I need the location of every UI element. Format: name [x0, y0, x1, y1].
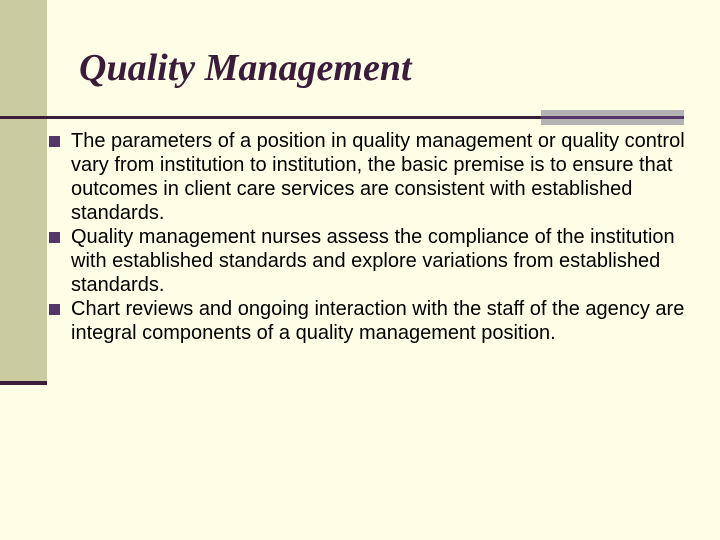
square-bullet-icon — [49, 232, 60, 243]
square-bullet-icon — [49, 304, 60, 315]
square-bullet-icon — [49, 136, 60, 147]
bullet-item — [49, 225, 694, 297]
bullet-list — [49, 129, 694, 345]
slide-title: Quality Management — [79, 47, 412, 89]
left-decorative-band — [0, 0, 47, 385]
title-divider-line — [0, 116, 541, 119]
title-accent-line — [541, 116, 684, 119]
left-decorative-underline — [0, 381, 47, 385]
bullet-text: The parameters of a position in quality management or quality control vary from institution to institution, the basic premise is to ensure that outcomes in client care services are consistent with established standards. — [71, 130, 685, 224]
bullet-item — [49, 297, 694, 345]
bullet-text: Chart reviews and ongoing interaction with the staff of the agency are integral components of a quality management position. — [71, 298, 685, 344]
bullet-text: Quality management nurses assess the compliance of the institution with established standards and explore variations from established standards. — [71, 226, 675, 296]
bullet-item — [49, 129, 694, 225]
